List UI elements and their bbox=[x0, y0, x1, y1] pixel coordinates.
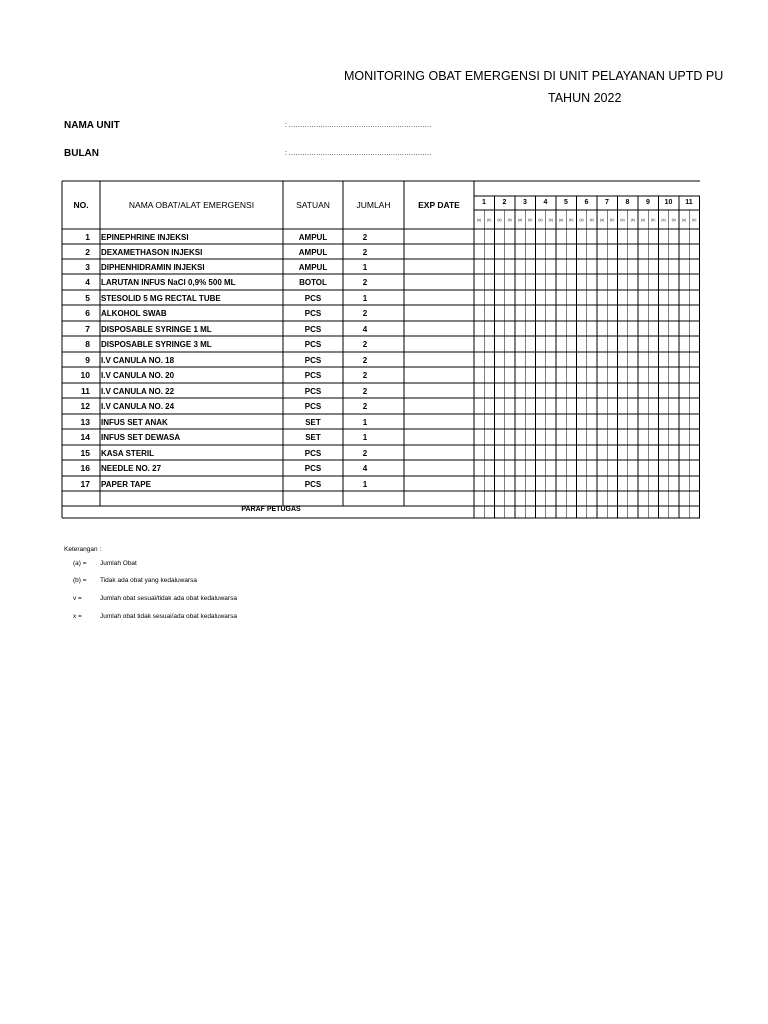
item-satuan: SET bbox=[305, 432, 321, 442]
row-number: 5 bbox=[85, 292, 90, 303]
item-name: I.V CANULA NO. 24 bbox=[101, 401, 175, 411]
sub-header-a: (a) bbox=[661, 218, 666, 222]
sub-header-a: (a) bbox=[620, 218, 625, 222]
item-name: ALKOHOL SWAB bbox=[101, 308, 167, 318]
item-satuan: PCS bbox=[304, 370, 322, 380]
item-satuan: PCS bbox=[304, 386, 322, 396]
item-jumlah: 2 bbox=[362, 386, 368, 396]
item-name: STESOLID 5 MG RECTAL TUBE bbox=[101, 293, 221, 303]
item-jumlah: 1 bbox=[362, 262, 368, 272]
nama-unit-value[interactable]: : ……………………………………………………… bbox=[285, 122, 432, 129]
item-jumlah: 2 bbox=[362, 308, 368, 318]
row-number: 10 bbox=[80, 369, 90, 380]
note-text: Tidak ada obat yang kedaluwarsa bbox=[100, 577, 197, 584]
item-jumlah: 1 bbox=[362, 479, 368, 489]
item-satuan: PCS bbox=[304, 355, 322, 365]
item-satuan: PCS bbox=[304, 308, 322, 318]
item-name: DISPOSABLE SYRINGE 1 ML bbox=[101, 324, 212, 334]
day-header: 9 bbox=[646, 199, 650, 206]
note-key: x = bbox=[73, 613, 82, 620]
item-name: INFUS SET DEWASA bbox=[101, 432, 181, 442]
sub-header-b: (b) bbox=[589, 218, 594, 222]
item-jumlah: 1 bbox=[362, 417, 368, 427]
note-key: (a) = bbox=[73, 560, 87, 567]
day-header: 2 bbox=[502, 199, 507, 206]
day-header: 8 bbox=[625, 199, 630, 206]
sub-header-a: (a) bbox=[538, 218, 543, 222]
item-name: INFUS SET ANAK bbox=[101, 417, 168, 427]
item-name: PAPER TAPE bbox=[101, 479, 151, 489]
item-jumlah: 1 bbox=[362, 432, 368, 442]
item-jumlah: 4 bbox=[362, 463, 368, 473]
item-satuan: PCS bbox=[304, 324, 322, 334]
item-jumlah: 4 bbox=[362, 324, 368, 334]
item-name: NEEDLE NO. 27 bbox=[101, 463, 162, 473]
sub-header-a: (a) bbox=[599, 218, 605, 222]
row-number: 3 bbox=[85, 261, 90, 272]
item-jumlah: 2 bbox=[362, 355, 368, 365]
row-number: 4 bbox=[85, 276, 90, 287]
header-nama: NAMA OBAT/ALAT EMERGENSI bbox=[128, 200, 255, 210]
item-satuan: PCS bbox=[304, 401, 322, 411]
header-jumlah: JUMLAH bbox=[356, 200, 391, 210]
item-satuan: PCS bbox=[304, 479, 322, 489]
item-name: I.V CANULA NO. 22 bbox=[101, 386, 175, 396]
row-number: 7 bbox=[85, 323, 90, 334]
note-text: Jumlah Obat bbox=[100, 560, 137, 567]
item-satuan: SET bbox=[305, 417, 321, 427]
item-jumlah: 2 bbox=[362, 448, 368, 458]
item-jumlah: 2 bbox=[362, 370, 368, 380]
sub-header-b: (b) bbox=[692, 218, 697, 222]
day-header: 3 bbox=[523, 199, 527, 206]
row-number: 17 bbox=[80, 478, 90, 489]
document-title: MONITORING OBAT EMERGENSI DI UNIT PELAYANAN UPTD PU bbox=[344, 69, 724, 83]
row-number: 6 bbox=[85, 307, 90, 318]
sub-header-a: (a) bbox=[579, 218, 584, 222]
bulan-value[interactable]: : ……………………………………………………… bbox=[285, 150, 432, 157]
item-satuan: PCS bbox=[304, 293, 322, 303]
item-satuan: AMPUL bbox=[298, 247, 328, 257]
note-key: (b) = bbox=[73, 577, 87, 584]
item-name: LARUTAN INFUS NaCl 0,9% 500 ML bbox=[101, 277, 236, 287]
header-satuan: SATUAN bbox=[296, 200, 330, 210]
item-satuan: AMPUL bbox=[298, 232, 328, 242]
item-satuan: PCS bbox=[304, 463, 322, 473]
item-name: EPINEPHRINE INJEKSI bbox=[101, 232, 189, 242]
sub-header-b: (b) bbox=[528, 218, 533, 222]
day-header: 7 bbox=[605, 199, 609, 206]
sub-header-b: (b) bbox=[671, 218, 676, 222]
item-satuan: PCS bbox=[304, 339, 322, 349]
row-number: 11 bbox=[81, 385, 90, 396]
note-key: v = bbox=[73, 595, 82, 602]
item-satuan: PCS bbox=[304, 448, 322, 458]
row-number: 15 bbox=[80, 447, 90, 458]
row-number: 14 bbox=[80, 431, 90, 442]
sub-header-b: (b) bbox=[487, 218, 492, 222]
row-number: 9 bbox=[85, 354, 90, 365]
row-number: 2 bbox=[85, 246, 90, 257]
item-jumlah: 2 bbox=[362, 339, 368, 349]
sub-header-b: (b) bbox=[569, 218, 574, 222]
item-jumlah: 2 bbox=[362, 247, 368, 257]
item-name: KASA STERIL bbox=[101, 448, 155, 458]
day-header: 5 bbox=[564, 199, 568, 206]
sub-header-a: (a) bbox=[517, 218, 523, 222]
paraf-petugas-label: PARAF PETUGAS bbox=[241, 506, 301, 513]
sub-header-b: (b) bbox=[651, 218, 656, 222]
row-number: 1 bbox=[85, 231, 90, 242]
sub-header-b: (b) bbox=[630, 218, 635, 222]
note-text: Jumlah obat tidak sesuai/ada obat kedaluwarsa bbox=[100, 613, 237, 620]
header-exp-date: EXP DATE bbox=[418, 200, 460, 210]
row-number: 16 bbox=[80, 462, 90, 473]
item-jumlah: 2 bbox=[362, 232, 368, 242]
header-no: NO. bbox=[73, 200, 89, 210]
document-year: TAHUN 2022 bbox=[548, 91, 622, 105]
day-header: 4 bbox=[543, 199, 548, 206]
item-name: DIPHENHIDRAMIN INJEKSI bbox=[101, 262, 205, 272]
sub-header-a: (a) bbox=[497, 218, 502, 222]
note-text: Jumlah obat sesuai/tidak ada obat kedaluwarsa bbox=[100, 595, 237, 602]
day-header: 10 bbox=[664, 199, 673, 206]
item-name: DISPOSABLE SYRINGE 3 ML bbox=[101, 339, 212, 349]
row-number: 8 bbox=[85, 338, 90, 349]
sub-header-b: (b) bbox=[507, 218, 512, 222]
day-header: 1 bbox=[482, 199, 486, 206]
item-jumlah: 1 bbox=[362, 293, 368, 303]
sub-header-a: (a) bbox=[558, 218, 564, 222]
sub-header-b: (b) bbox=[548, 218, 553, 222]
item-satuan: AMPUL bbox=[298, 262, 328, 272]
item-jumlah: 2 bbox=[362, 277, 368, 287]
row-number: 12 bbox=[80, 400, 90, 411]
item-name: I.V CANULA NO. 20 bbox=[101, 370, 175, 380]
sub-header-b: (b) bbox=[610, 218, 615, 222]
day-header: 11 bbox=[685, 199, 693, 206]
item-jumlah: 2 bbox=[362, 401, 368, 411]
bulan-label: BULAN bbox=[64, 148, 99, 159]
sub-header-a: (a) bbox=[681, 218, 687, 222]
notes-heading: Keterangan : bbox=[64, 546, 102, 553]
sub-header-a: (a) bbox=[640, 218, 646, 222]
item-name: I.V CANULA NO. 18 bbox=[101, 355, 175, 365]
nama-unit-label: NAMA UNIT bbox=[64, 120, 120, 131]
sub-header-a: (a) bbox=[476, 218, 482, 222]
item-name: DEXAMETHASON INJEKSI bbox=[101, 247, 203, 257]
item-satuan: BOTOL bbox=[299, 277, 327, 287]
row-number: 13 bbox=[80, 416, 90, 427]
day-header: 6 bbox=[584, 199, 589, 206]
